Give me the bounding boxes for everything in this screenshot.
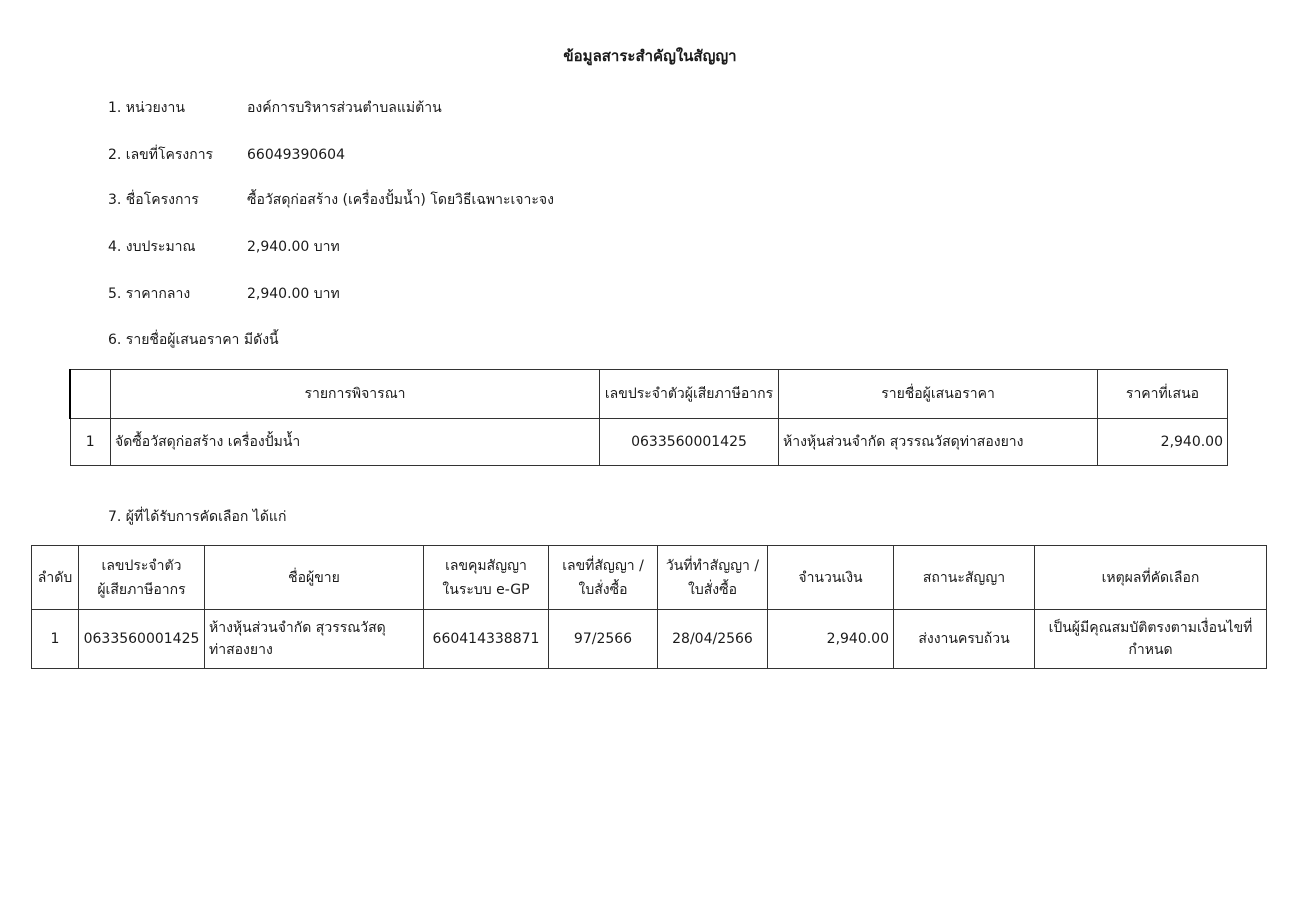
column-header-tax-id bbox=[79, 546, 205, 610]
header-text: ในระบบ e-GP bbox=[442, 581, 530, 598]
field-label: 1. หน่วยงาน bbox=[108, 100, 185, 116]
column-header-contract-date bbox=[658, 546, 768, 610]
field-median-price bbox=[108, 283, 340, 305]
cell-control-no: 660414338871 bbox=[424, 610, 549, 669]
cell-contract-no: 97/2566 bbox=[549, 610, 658, 669]
bidders-table bbox=[69, 369, 1228, 466]
column-header-no bbox=[70, 370, 111, 419]
header-text: ชื่อผู้ขาย bbox=[288, 569, 340, 586]
table-header-row bbox=[32, 546, 1267, 610]
header-text: วันที่ทำสัญญา / bbox=[665, 557, 760, 574]
column-header-item: รายการพิจารณา bbox=[111, 370, 600, 419]
cell-tax-id: 0633560001425 bbox=[600, 419, 779, 466]
selected-table bbox=[31, 545, 1267, 669]
cell-reason: เป็นผู้มีคุณสมบัติตรงตามเงื่อนไขที่กำหนด bbox=[1035, 610, 1267, 669]
column-header-price: ราคาที่เสนอ bbox=[1098, 370, 1228, 419]
field-value: 2,940.00 บาท bbox=[247, 239, 340, 255]
field-label: 2. เลขที่โครงการ bbox=[108, 147, 214, 163]
header-text: ใบสั่งซื้อ bbox=[578, 581, 628, 598]
selected-heading: 7. ผู้ที่ได้รับการคัดเลือก ได้แก่ bbox=[108, 509, 287, 525]
header-text: เลขประจำตัว bbox=[101, 557, 182, 574]
header-text: จำนวนเงิน bbox=[798, 569, 863, 586]
table-row bbox=[32, 610, 1267, 669]
header-text: ใบสั่งซื้อ bbox=[687, 581, 737, 598]
header-text: เลขคุมสัญญา bbox=[445, 557, 527, 574]
column-header-contract-no bbox=[549, 546, 658, 610]
header-text: ลำดับ bbox=[37, 569, 73, 586]
document-title: ข้อมูลสาระสำคัญในสัญญา bbox=[563, 47, 737, 65]
column-header-status bbox=[894, 546, 1035, 610]
header-text: สถานะสัญญา bbox=[922, 569, 1006, 586]
cell-price: 2,940.00 bbox=[1098, 419, 1228, 466]
field-label: 5. ราคากลาง bbox=[108, 286, 191, 302]
cell-status: ส่งงานครบถ้วน bbox=[894, 610, 1035, 669]
cell-contract-date: 28/04/2566 bbox=[658, 610, 768, 669]
column-header-reason bbox=[1035, 546, 1267, 610]
field-project-number bbox=[108, 144, 345, 166]
field-value: 2,940.00 บาท bbox=[247, 286, 340, 302]
column-header-bidder: รายชื่อผู้เสนอราคา bbox=[779, 370, 1098, 419]
cell-tax-id: 0633560001425 bbox=[79, 610, 205, 669]
table-row bbox=[70, 419, 1228, 466]
cell-amount: 2,940.00 bbox=[768, 610, 894, 669]
column-header-control-no bbox=[424, 546, 549, 610]
cell-no: 1 bbox=[32, 610, 79, 669]
field-project-name bbox=[108, 189, 554, 211]
header-text: ผู้เสียภาษีอากร bbox=[97, 581, 186, 598]
field-label: 3. ชื่อโครงการ bbox=[108, 192, 199, 208]
column-header-tax-id: เลขประจำตัวผู้เสียภาษีอากร bbox=[600, 370, 779, 419]
field-agency bbox=[108, 97, 442, 119]
cell-seller: ห้างหุ้นส่วนจำกัด สุวรรณวัสดุท่าสองยาง bbox=[205, 610, 424, 669]
header-text: เหตุผลที่คัดเลือก bbox=[1101, 569, 1200, 586]
field-value: ซื้อวัสดุก่อสร้าง (เครื่องปั้มน้ำ) โดยวิธีเฉพาะเจาะจง bbox=[247, 192, 554, 208]
cell-no: 1 bbox=[70, 419, 111, 466]
column-header-amount bbox=[768, 546, 894, 610]
bidders-heading: 6. รายชื่อผู้เสนอราคา มีดังนี้ bbox=[108, 332, 279, 348]
table-header-row bbox=[70, 370, 1228, 419]
cell-bidder: ห้างหุ้นส่วนจำกัด สุวรรณวัสดุท่าสองยาง bbox=[779, 419, 1098, 466]
header-text: เลขที่สัญญา / bbox=[562, 557, 644, 574]
field-budget bbox=[108, 236, 340, 258]
field-label: 4. งบประมาณ bbox=[108, 239, 196, 255]
cell-item: จัดซื้อวัสดุก่อสร้าง เครื่องปั้มน้ำ bbox=[111, 419, 600, 466]
column-header-seller bbox=[205, 546, 424, 610]
field-value: 66049390604 bbox=[247, 147, 345, 163]
field-value: องค์การบริหารส่วนตำบลแม่ต้าน bbox=[247, 100, 442, 116]
column-header-no bbox=[32, 546, 79, 610]
